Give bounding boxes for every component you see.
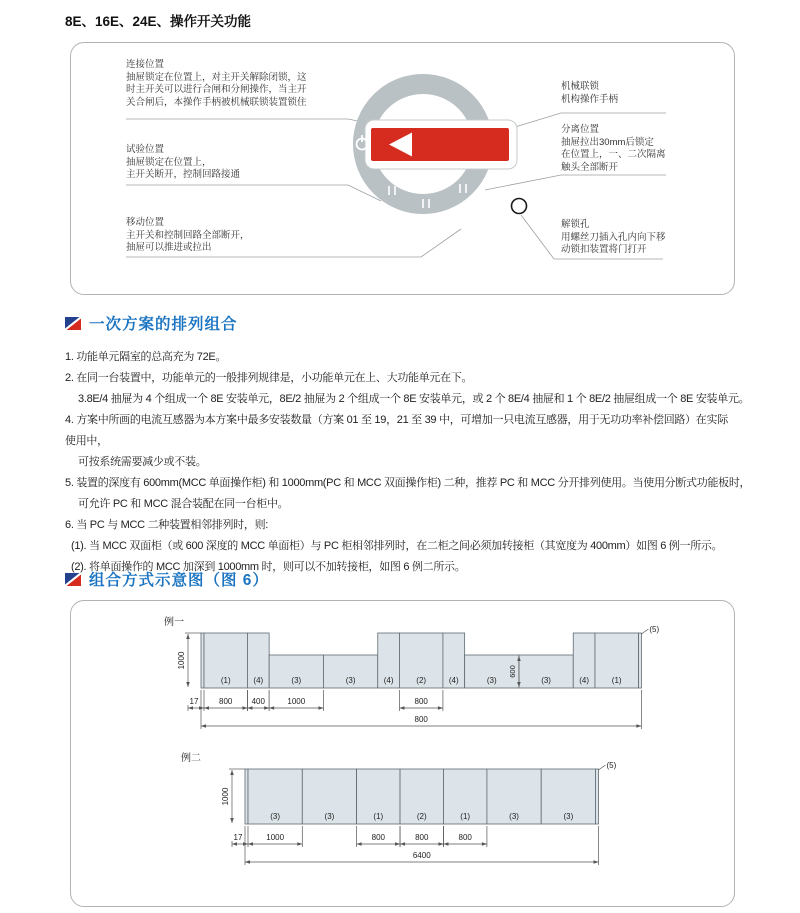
callout-line: 主开关断开，控制回路接通 [126, 169, 241, 181]
callout-title: 试验位置 [126, 144, 165, 155]
section-marker-icon [65, 317, 81, 330]
cabinet-segment [245, 769, 248, 824]
page-title: 8E、16E、24E、操作开关功能 [65, 14, 252, 29]
cabinet-segment [638, 633, 641, 688]
dim-total: 6400 [412, 851, 431, 860]
callout-line: 动锁扣装置将门打开 [561, 244, 647, 256]
cabinet-label: (4) [448, 676, 459, 685]
section-heading-arrangement [65, 312, 238, 334]
dim-end: 17 [233, 833, 243, 842]
cabinet-label: (3) [563, 812, 574, 821]
dim-segment: 400 [251, 697, 265, 706]
cabinet-label: (1) [460, 812, 471, 821]
callout-line: 触头全部断开 [561, 161, 619, 173]
dim-segment: 800 [371, 833, 385, 842]
section-title: 一次方案的排列组合 [89, 316, 238, 333]
cabinet-segment [201, 633, 204, 688]
callout-line: 抽屉拉出30mm后锁定 [561, 136, 654, 148]
dim-segment: 1000 [266, 833, 285, 842]
list-item: (2). 将单面操作的 MCC 加深到 1000mm 时，则可以不加转接柜，如图 6 例二所示。 [71, 561, 466, 573]
callout-title: 移动位置 [126, 217, 165, 228]
dim-end: 17 [189, 697, 199, 706]
callout-title: 解锁孔 [561, 219, 590, 230]
list-item: 4. 方案中所画的电流互感器为本方案中最多安装数量（方案 01 至 19，21 至 39 中，可增加一只电流互感器，用于无功功率补偿回路）在实际 [65, 414, 728, 426]
notes-list [65, 347, 755, 578]
dim-height: 1000 [177, 651, 186, 670]
dim-segment: 1000 [287, 697, 306, 706]
cabinet-label: (3) [509, 812, 519, 821]
corner-label: (5) [649, 625, 660, 634]
callout-mechanical-interlock [561, 81, 618, 106]
list-item: 1. 功能单元隔室的总高充为 72E。 [65, 351, 227, 363]
section-marker-icon [65, 573, 81, 586]
cabinet-label: (4) [383, 676, 394, 685]
callout-line: 抽屉可以推进或拉出 [126, 242, 212, 254]
callout-line: 在位置上，一、二次隔离 [561, 149, 666, 161]
callout-line: 主开关和控制回路全部断开， [126, 229, 250, 241]
callout-line: 机构操作手柄 [561, 93, 619, 105]
unlock-hole [512, 199, 527, 214]
dim-segment: 800 [219, 697, 233, 706]
list-item: (1). 当 MCC 双面柜（或 600 深度的 MCC 单面柜）与 PC 柜相邻排列时，在二柜之间必须加转接柜（其宽度为 400mm）如图 6 例一所示。 [71, 540, 723, 552]
cabinet-label: (4) [579, 676, 589, 685]
list-item: 使用中， [65, 435, 108, 447]
figure-label: 例二 [181, 753, 201, 764]
cabinet-label: (3) [270, 812, 281, 821]
cabinet-label: (4) [253, 676, 264, 685]
callout-connect-position [126, 59, 307, 109]
cabinet-label: (3) [541, 676, 551, 685]
figure-example1 [157, 611, 717, 746]
callout-test-position [126, 144, 240, 182]
cabinet-label: (2) [416, 676, 427, 685]
cabinet-label: (3) [324, 812, 335, 821]
cabinet-label: (1) [373, 812, 384, 821]
list-item: 可按系统需要减少或不装。 [78, 456, 207, 468]
list-item: 可允许 PC 和 MCC 混合装配在同一台柜中。 [78, 498, 289, 510]
section-heading-figure6 [65, 568, 269, 590]
callout-line: 关合闸后，本操作手柄被机械联锁装置锁住 [126, 96, 307, 108]
figure-label: 例一 [164, 617, 184, 628]
cabinet-segment [596, 769, 599, 824]
list-item: 6. 当 PC 与 MCC 二种装置相邻排列时，则: [65, 519, 269, 531]
dim-inner: 600 [507, 665, 517, 678]
callout-unlock-hole [561, 219, 666, 257]
cabinet-label: (2) [416, 812, 427, 821]
callout-title: 分离位置 [561, 124, 600, 135]
dim-segment: 800 [414, 697, 428, 706]
callout-line: 抽屉锁定在位置上， [126, 156, 212, 168]
list-item: 5. 装置的深度有 600mm(MCC 单面操作柜) 和 1000mm(PC 和 MCC 双面操作柜) 二种，推荐 PC 和 MCC 分开排列使用。当使用分断式功能板时， [65, 477, 751, 489]
dim-height: 1000 [221, 787, 230, 806]
switch-diagram-panel [70, 42, 735, 295]
cabinet-label: (3) [486, 676, 497, 685]
callout-line: 抽屉锁定在位置上，对主开关解除闭锁，这 [126, 71, 307, 83]
list-item: 2. 在同一台装置中，功能单元的一般排列规律是，小功能单元在上、大功能单元在下。 [65, 372, 473, 384]
cabinet-label: (1) [220, 676, 231, 685]
section-title: 组合方式示意图（图 6） [89, 572, 269, 589]
figure-example2 [157, 747, 717, 882]
dim-segment: 800 [415, 833, 429, 842]
callout-line: 时主开关可以进行合闸和分闸操作，当主开 [126, 84, 307, 96]
callout-title: 机械联锁 [561, 81, 600, 92]
corner-label: (5) [606, 761, 617, 770]
dim-segment: 800 [458, 833, 472, 842]
callout-title: 连接位置 [126, 59, 165, 70]
callout-line: 用螺丝刀插入孔内向下移 [561, 231, 666, 243]
cabinet-label: (3) [291, 676, 302, 685]
cabinet-label: (3) [345, 676, 356, 685]
dim-total: 800 [414, 715, 428, 724]
cabinet-label: (1) [611, 676, 622, 685]
callout-move-position [126, 217, 250, 255]
callout-separate-position [561, 124, 666, 174]
list-item: 3.8E/4 抽屉为 4 个组成一个 8E 安装单元，8E/2 抽屉为 2 个组成一个 8E 安装单元，或 2 个 8E/4 抽屉和 1 个 8E/2 抽屉组成一个 8E 安装单元。 [78, 393, 750, 405]
figure6-panel [70, 600, 735, 907]
